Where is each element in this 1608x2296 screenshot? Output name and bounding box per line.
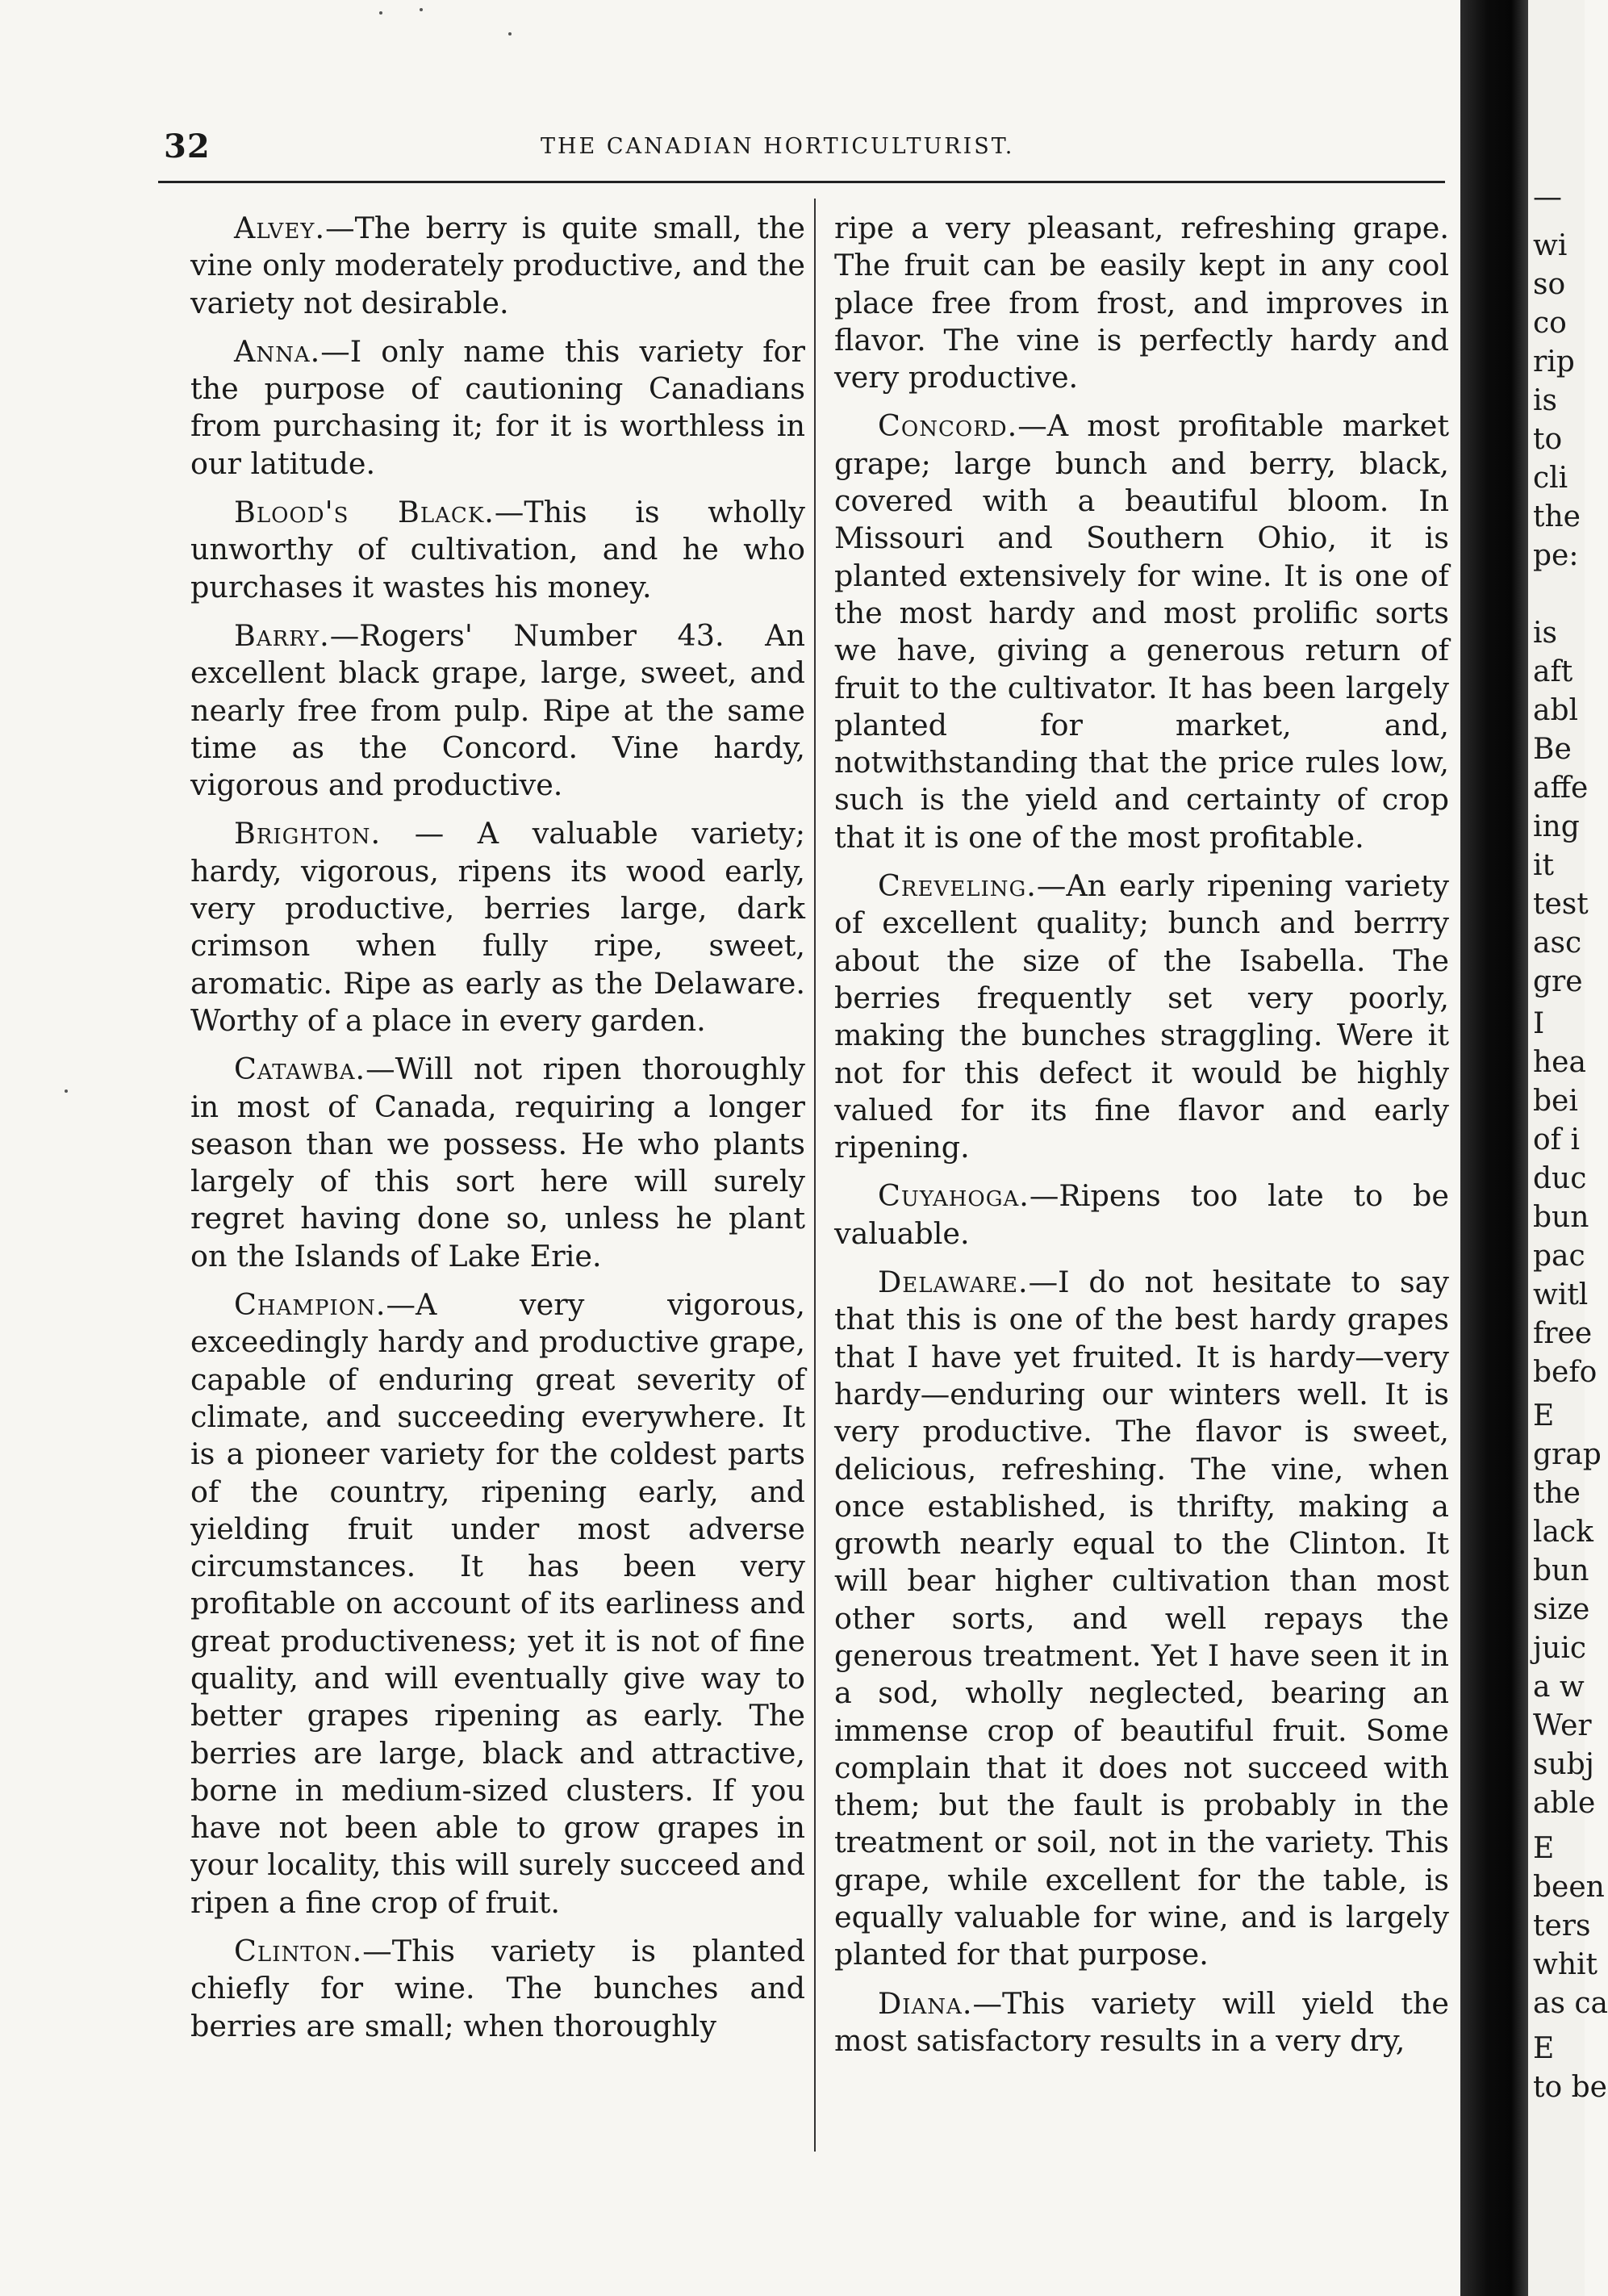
next-page-fragment: E bbox=[1533, 1399, 1555, 1432]
entry-bloods-black bbox=[190, 494, 805, 606]
entry-anna bbox=[190, 333, 805, 483]
variety-description: —An early ripening variety of excellent quality; bunch and berrry about the size of the Isabella. The berries frequently set very poorly, making the bunches straggling. Were it not for this defect it would be highly valued for its fine flavor and early ripening. bbox=[834, 868, 1449, 1165]
next-page-fragment: I bbox=[1533, 1007, 1545, 1040]
variety-description: —This variety is planted chiefly for wine. The bunches and berries are small; when thoroughly bbox=[190, 1934, 805, 2043]
next-page-edge bbox=[1528, 0, 1608, 2296]
next-page-fragment: rip bbox=[1533, 345, 1575, 378]
next-page-fragment: test bbox=[1533, 888, 1589, 921]
variety-description: —Ripens too late to be valuable. bbox=[834, 1178, 1449, 1251]
next-page-fragment: grap bbox=[1533, 1438, 1602, 1471]
next-page-fragment: pac bbox=[1533, 1240, 1585, 1273]
entry-delaware bbox=[834, 1264, 1449, 1974]
next-page-fragment: pe: bbox=[1533, 539, 1579, 572]
entry-alvey bbox=[190, 210, 805, 322]
variety-description: —Rogers' Number 43. An excellent black grape, large, sweet, and nearly free from pulp. Ripe at the same time as the Concord. Vine hardy, vigorous and productive. bbox=[190, 617, 805, 803]
next-page-fragment: subj bbox=[1533, 1748, 1594, 1781]
variety-description: —A very vigorous, exceedingly hardy and productive grape, capable of enduring great severity of climate, and succeeding everywhere. It is a pioneer variety for the coldest parts of the country, ripening early, and yielding fruit under most adverse circumstances. It has been very profitable on account of its earliness and great productiveness; yet it is not of fine quality, and will eventually give way to better grapes ripening as early. The berries are large, black and attractive, borne in medium-sized clusters. If you have not been able to grow grapes in your locality, this will surely succeed and ripen a fine crop of fruit. bbox=[190, 1287, 805, 1920]
next-page-fragment: hea bbox=[1533, 1046, 1586, 1079]
next-page-fragment: wi bbox=[1533, 229, 1568, 262]
clinton-continuation: ripe a very pleasant, refreshing grape. The fruit can be easily kept in any cool place free from frost, and improves in flavor. The vine is perfectly hardy and very productive. bbox=[834, 211, 1449, 395]
next-page-fragment: free bbox=[1533, 1317, 1593, 1350]
entry-concord bbox=[834, 408, 1449, 856]
next-page-fragment: E bbox=[1533, 1832, 1555, 1865]
variety-name: Anna. bbox=[234, 333, 321, 369]
next-page-fragment: ing bbox=[1533, 810, 1580, 843]
entry-creveling bbox=[834, 868, 1449, 1166]
running-title: THE CANADIAN HORTICULTURIST. bbox=[541, 134, 1015, 159]
next-page-fragment: of i bbox=[1533, 1123, 1580, 1156]
entry-diana bbox=[834, 1985, 1449, 2060]
variety-name: Creveling. bbox=[878, 868, 1037, 904]
next-page-fragment: is bbox=[1533, 617, 1557, 650]
next-page-fragment: asc bbox=[1533, 926, 1582, 960]
variety-description: —Will not ripen thoroughly in most of Canada, requiring a longer season than we possess. He who plants largely of this sort here will surely regret having done so, unless he plant on the Islands of Lake Erie. bbox=[190, 1052, 805, 1273]
next-page-fragment: cli bbox=[1533, 462, 1568, 495]
header-rule bbox=[158, 181, 1445, 183]
next-page-fragment: Be bbox=[1533, 733, 1572, 766]
next-page-fragment: size bbox=[1533, 1593, 1590, 1626]
next-page-fragment: been bbox=[1533, 1871, 1605, 1904]
next-page-fragment: bun bbox=[1533, 1201, 1589, 1234]
entry-brighton bbox=[190, 815, 805, 1039]
next-page-fragment: the bbox=[1533, 1477, 1581, 1510]
right-column bbox=[834, 210, 1449, 2071]
next-page-fragment: a w bbox=[1533, 1671, 1585, 1704]
variety-description: — A valuable variety; hardy, vigorous, ripens its wood early, very productive, berries large, dark crimson when fully ripe, sweet, aromatic. Ripe as early as the Delaware. Worthy of a place in every garden. bbox=[190, 816, 805, 1038]
next-page-fragment: to be bbox=[1533, 2071, 1607, 2104]
variety-name: Blood's Black. bbox=[234, 495, 495, 530]
variety-name: Cuyahoga. bbox=[878, 1178, 1030, 1214]
next-page-fragment: as ca bbox=[1533, 1987, 1608, 2020]
page-number: 32 bbox=[164, 128, 211, 165]
variety-name: Champion. bbox=[234, 1287, 386, 1323]
variety-name: Clinton. bbox=[234, 1934, 363, 1969]
next-page-fragment: — bbox=[1533, 181, 1562, 214]
next-page-fragment: affe bbox=[1533, 772, 1589, 805]
next-page-fragment: juic bbox=[1533, 1632, 1587, 1665]
next-page-fragment: co bbox=[1533, 307, 1567, 340]
next-page-fragment: befo bbox=[1533, 1356, 1598, 1389]
variety-description: —The berry is quite small, the vine only moderately productive, and the variety not desirable. bbox=[190, 211, 805, 320]
next-page-fragment: duc bbox=[1533, 1162, 1587, 1195]
entry-barry bbox=[190, 617, 805, 804]
variety-name: Catawba. bbox=[234, 1052, 366, 1087]
column-divider bbox=[814, 199, 816, 2152]
next-page-fragment: aft bbox=[1533, 655, 1573, 688]
variety-description: —I do not hesitate to say that this is one of the best hardy grapes that I have yet fruited. It is hardy—very hardy—enduring our winters well. It is very productive. The flavor is sweet, delicious, refreshing. The vine, when once established, is thrifty, making a growth nearly equal to the Clinton. It will bear higher cultivation than most other sorts, and well repays the generous treatment. Yet I have seen it in a sod, wholly neglected, bearing an immense crop of beautiful fruit. Some complain that it does not succeed with them; but the fault is probably in the treatment or soil, not in the variety. This grape, while excellent for the table, is equally valuable for wine, and is largely planted for that purpose. bbox=[834, 1265, 1449, 1972]
next-page-fragment: E bbox=[1533, 2032, 1555, 2065]
next-page-fragment: it bbox=[1533, 849, 1554, 882]
next-page-fragment: is bbox=[1533, 384, 1557, 417]
entry-cuyahoga bbox=[834, 1177, 1449, 1253]
variety-name: Concord. bbox=[878, 408, 1018, 444]
variety-description: —This variety will yield the most satisfactory results in a very dry, bbox=[834, 1985, 1449, 2058]
next-page-fragment: to bbox=[1533, 423, 1563, 456]
left-column bbox=[190, 210, 805, 2056]
variety-description: —I only name this variety for the purpose of cautioning Canadians from purchasing it; for it is worthless in our latitude. bbox=[190, 333, 805, 481]
next-page-fragment: the bbox=[1533, 500, 1581, 533]
entry-champion bbox=[190, 1286, 805, 1922]
next-page-fragment: bei bbox=[1533, 1085, 1578, 1118]
variety-name: Diana. bbox=[878, 1985, 973, 2021]
variety-description: —This is wholly unworthy of cultivation, and he who purchases it wastes his money. bbox=[190, 495, 805, 604]
next-page-fragment: gre bbox=[1533, 965, 1583, 998]
entry-catawba bbox=[190, 1051, 805, 1275]
next-page-fragment: lack bbox=[1533, 1516, 1593, 1549]
variety-name: Delaware. bbox=[878, 1265, 1029, 1300]
variety-name: Brighton. bbox=[234, 816, 382, 851]
next-page-fragment: so bbox=[1533, 268, 1566, 301]
variety-name: Alvey. bbox=[234, 211, 326, 245]
entry-clinton bbox=[190, 1933, 805, 2045]
next-page-fragment: bun bbox=[1533, 1554, 1589, 1587]
variety-description: —A most profitable market grape; large bunch and berry, black, covered with a beautiful bloom. In Missouri and Southern Ohio, it is planted extensively for wine. It is one of the most hardy and most prolific sorts we have, giving a generous return of fruit to the cultivator. It has been largely planted for market, and, notwithstanding that the price rules low, such is the yield and certainty of crop that it is one of the most profitable. bbox=[834, 408, 1449, 855]
next-page-fragment: witl bbox=[1533, 1278, 1589, 1311]
variety-name: Barry. bbox=[234, 617, 330, 653]
next-page-fragment: abl bbox=[1533, 694, 1579, 727]
next-page-fragment: ters bbox=[1533, 1909, 1591, 1943]
next-page-fragment: whit bbox=[1533, 1948, 1598, 1981]
next-page-fragment: Wer bbox=[1533, 1709, 1592, 1742]
binding-gutter-shadow bbox=[1460, 0, 1528, 2296]
next-page-fragment: able bbox=[1533, 1787, 1596, 1820]
